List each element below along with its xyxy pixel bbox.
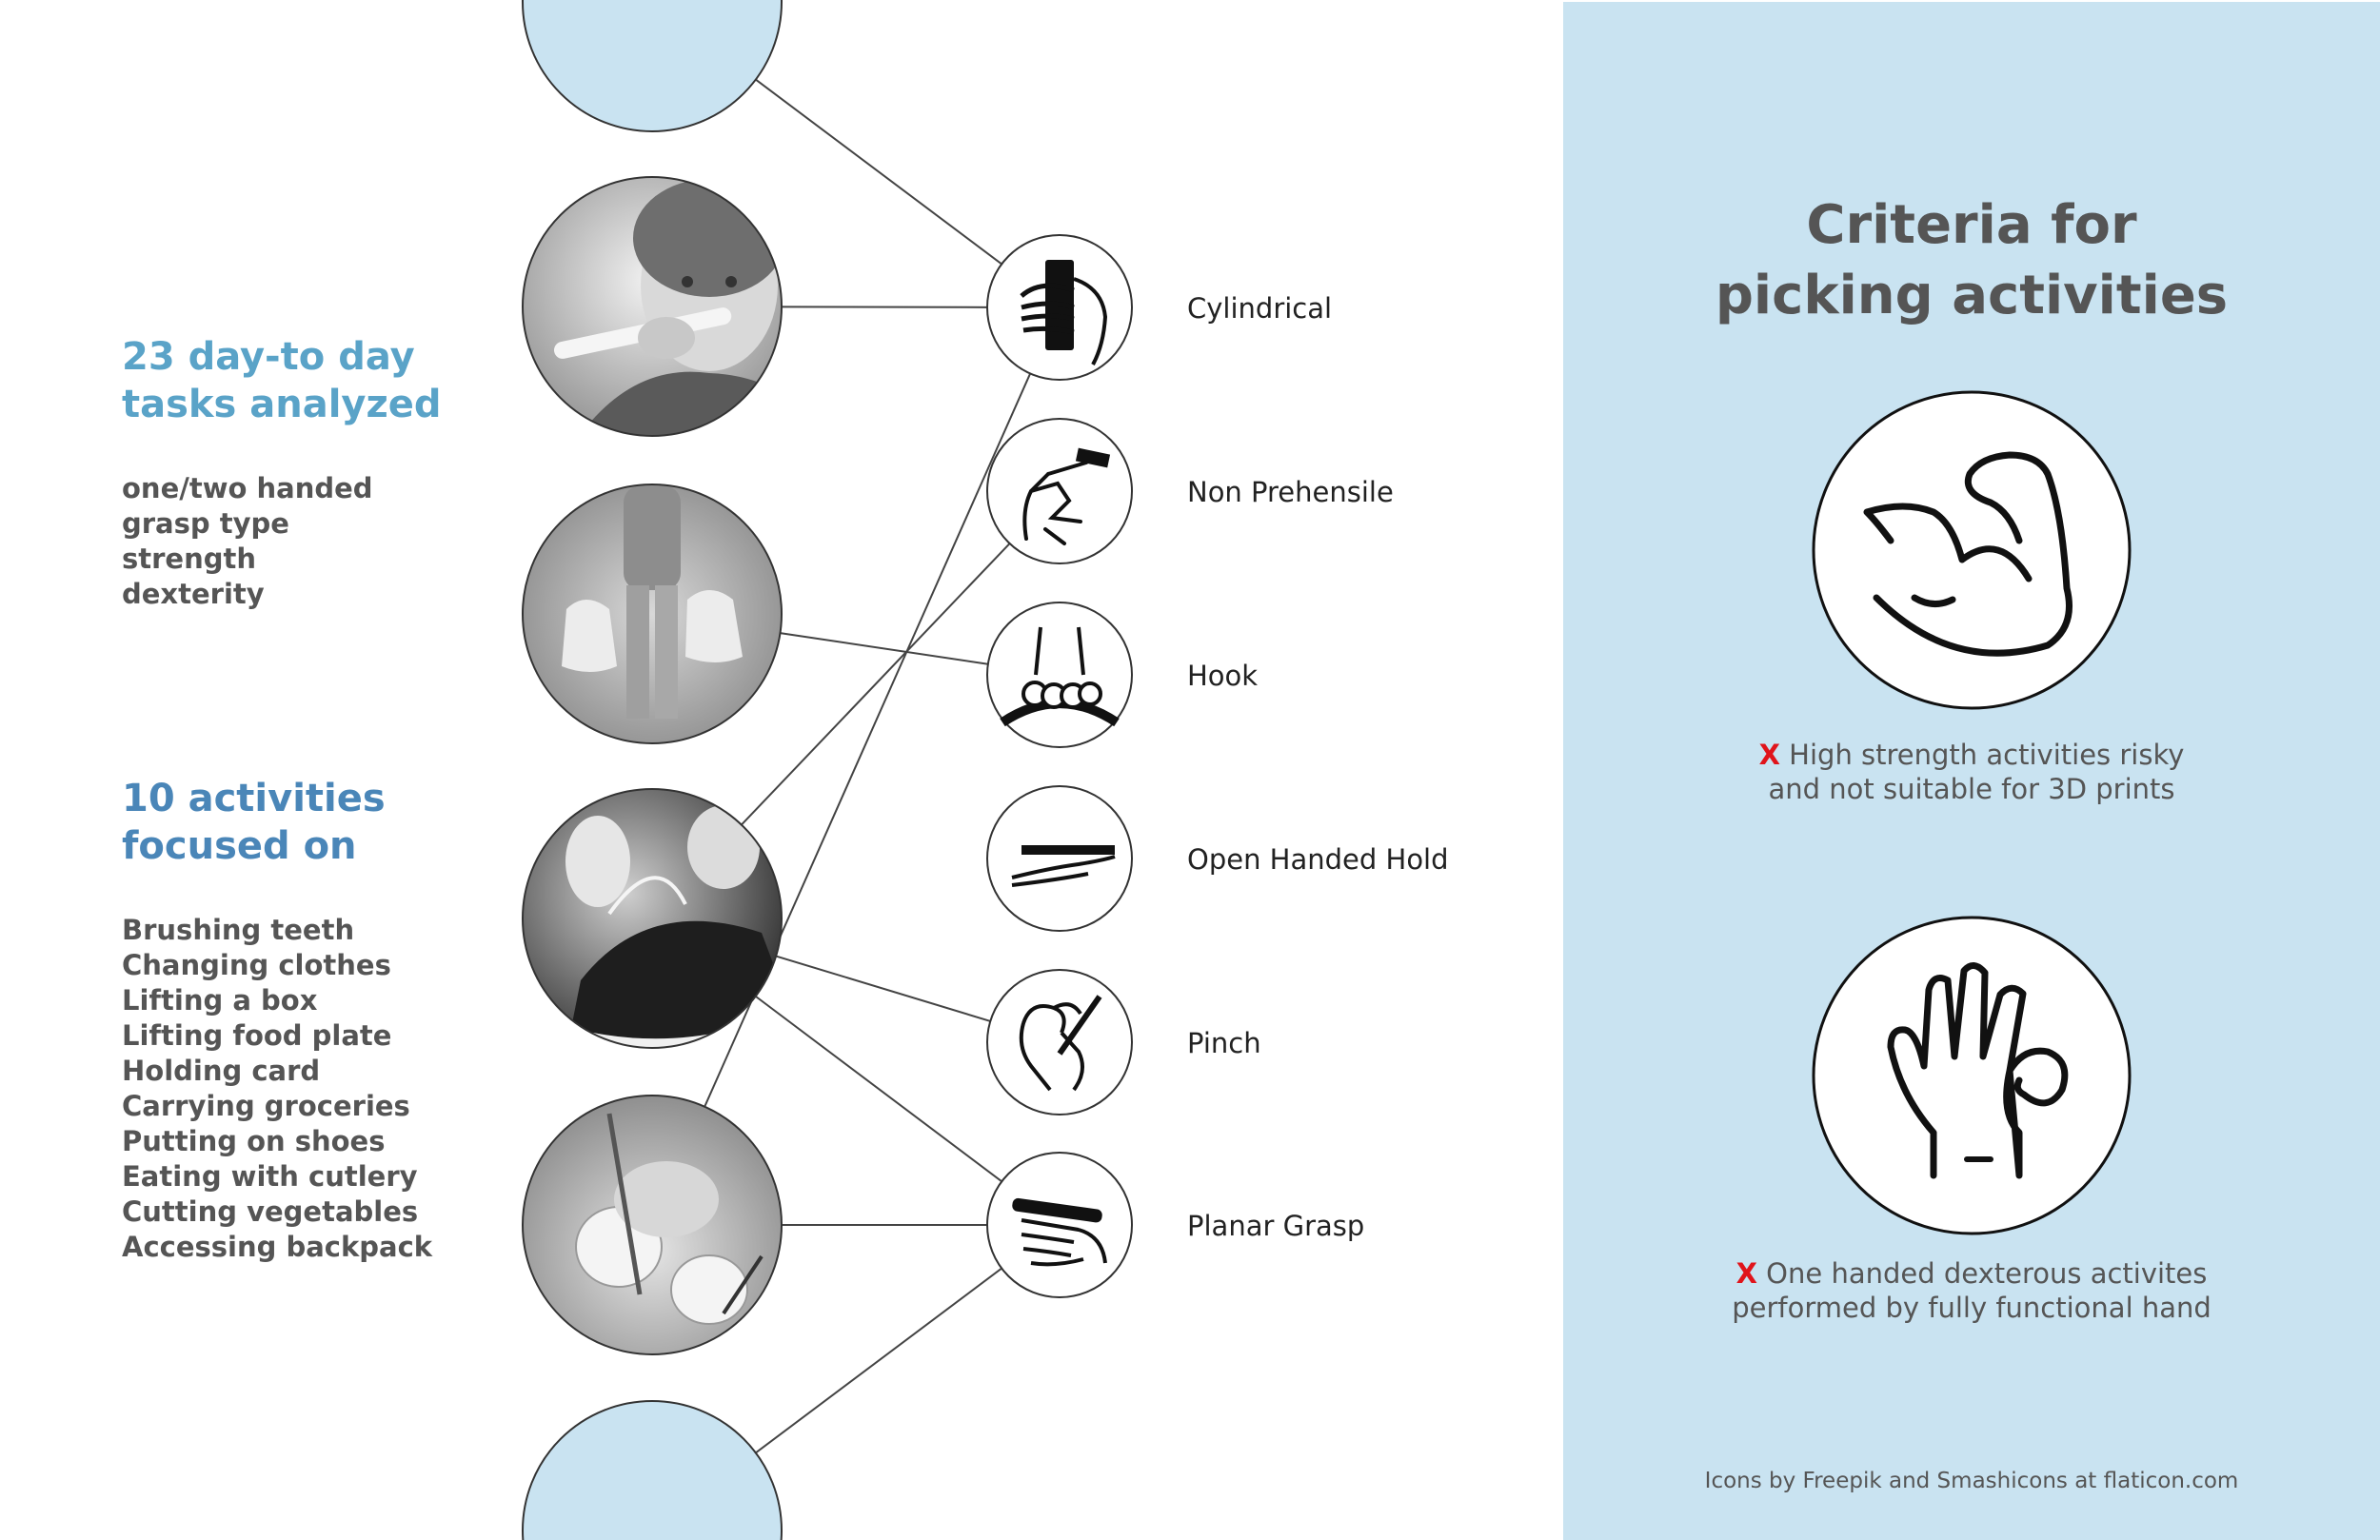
list-item: Lifting food plate [122, 1019, 392, 1052]
criteria-dexterity-line-1 [1563, 1256, 2380, 1291]
list-item: strength [122, 543, 257, 575]
connection-line [776, 957, 990, 1021]
hook-grasp-icon [987, 602, 1132, 747]
list-item: Putting on shoes [122, 1125, 386, 1157]
connection-line [742, 543, 1010, 825]
grasp-label-open-handed-hold: Open Handed Hold [1187, 843, 1449, 876]
non-prehensile-icon [987, 419, 1132, 563]
grasp-label-planar-grasp: Planar Grasp [1187, 1210, 1365, 1242]
cylindrical-grasp-icon [987, 235, 1132, 380]
list-item: Changing clothes [122, 949, 391, 981]
grasp-label-hook: Hook [1187, 660, 1259, 692]
connection-line [756, 997, 1002, 1182]
carrying-groceries-photo [523, 484, 782, 743]
grasp-label-cylindrical: Cylindrical [1187, 292, 1333, 325]
criteria-title-line-2: picking activities [1715, 265, 2229, 326]
list-item: grasp type [122, 507, 289, 540]
placeholder-circle-top [523, 0, 782, 131]
list-item: Lifting a box [122, 984, 318, 1017]
x-mark: X [1735, 1257, 1757, 1290]
open-hand-hold-icon [987, 786, 1132, 931]
list-item: Carrying groceries [122, 1090, 410, 1122]
criteria-strength-line-1 [1563, 738, 2380, 772]
grasp-label-non-prehensile: Non Prehensile [1187, 476, 1394, 508]
list-item: Brushing teeth [122, 914, 355, 946]
connection-line [781, 633, 988, 664]
connection-line [782, 306, 987, 307]
criteria-dexterity-line-2: performed by fully functional hand [1732, 1292, 2211, 1324]
criteria-strength-line-2: and not suitable for 3D prints [1768, 773, 2175, 805]
grasp-label-pinch: Pinch [1187, 1027, 1261, 1059]
list-item: Cutting vegetables [122, 1195, 419, 1228]
pinch-grasp-icon [987, 970, 1132, 1115]
criteria-strength-text [1563, 738, 2380, 806]
list-item: Eating with cutlery [122, 1160, 418, 1193]
criteria-dexterity-line-1-text: One handed dexterous activites [1766, 1257, 2208, 1290]
connection-line [756, 80, 1002, 265]
list-item: one/two handed [122, 472, 373, 504]
connection-line [756, 1269, 1002, 1453]
activities-heading-line-2: focused on [122, 824, 357, 868]
tasks-heading-line-1: 23 day-to day [122, 335, 415, 379]
x-mark: X [1758, 739, 1780, 771]
tying-shoes-photo [523, 789, 795, 1057]
list-item: dexterity [122, 578, 265, 610]
tasks-heading-line-2: tasks analyzed [122, 383, 442, 426]
criteria-title [1563, 190, 2380, 331]
criteria-strength-line-1-text: High strength activities risky [1789, 739, 2185, 771]
flexed-arm-strength-icon [1814, 392, 2130, 708]
criteria-title-line-1: Criteria for [1806, 194, 2137, 256]
child-brushing-teeth-photo [523, 177, 838, 447]
placeholder-circle-bottom [523, 1401, 782, 1540]
criteria-dexterity-text [1563, 1256, 2380, 1325]
activities-heading-line-1: 10 activities [122, 777, 386, 820]
list-item: Accessing backpack [122, 1231, 433, 1263]
icon-credit: Icons by Freepik and Smashicons at flaticon.com [1704, 1469, 2239, 1493]
planar-grasp-icon [987, 1153, 1132, 1297]
list-item: Holding card [122, 1055, 321, 1087]
cutting-apple-photo [523, 1096, 782, 1354]
ok-hand-dexterity-icon [1814, 918, 2130, 1234]
